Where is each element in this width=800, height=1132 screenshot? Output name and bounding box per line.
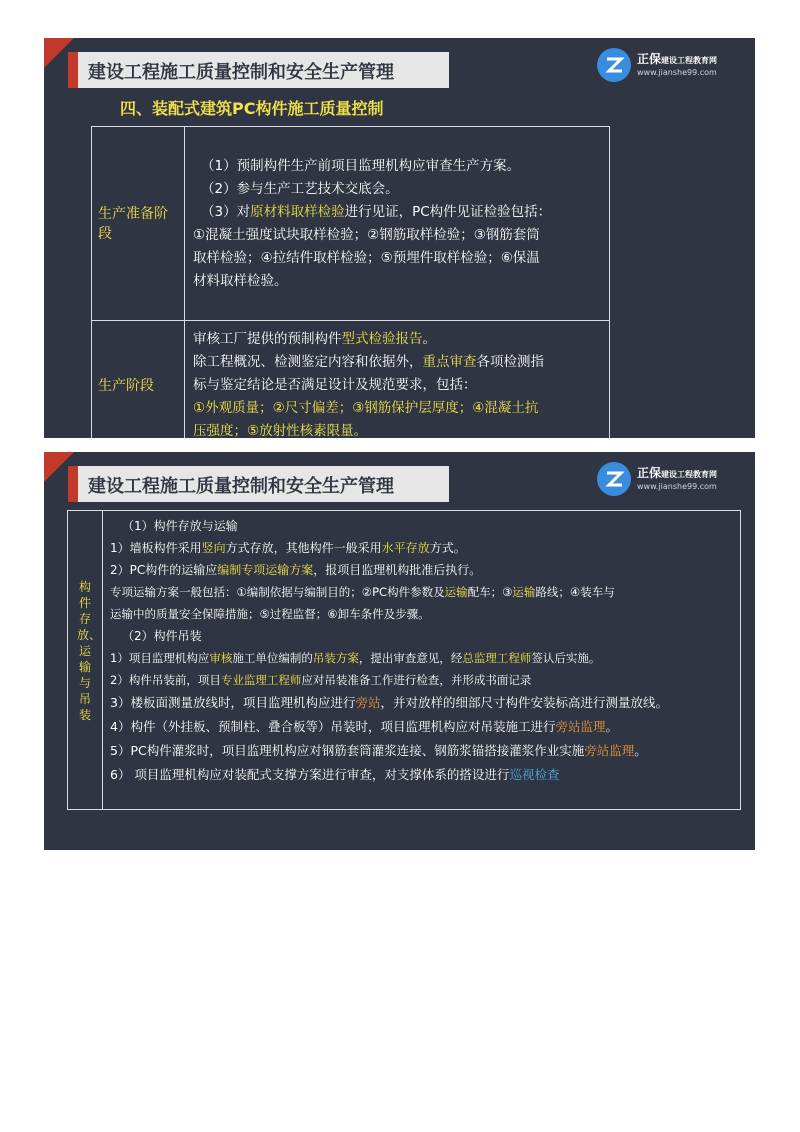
content-line <box>110 559 738 581</box>
text-segment: 应对吊装准备工作进行检查，并形成书面记录 <box>301 673 532 687</box>
text-segment: 签认后实施。 <box>531 651 601 665</box>
text-segment: 审核工厂提供的预制构件 <box>193 331 342 347</box>
text-segment: 4）构件（外挂板、预制柱、叠合板等）吊装时，项目监理机构应对吊装施工进行 <box>110 719 556 734</box>
logo-brand: 正保 <box>637 466 662 480</box>
slide-2 <box>44 452 755 850</box>
content-line <box>110 763 738 787</box>
row-label-production: 生产阶段 <box>92 321 185 439</box>
logo-tagline: 建设工程教育网 <box>661 470 718 479</box>
highlight-text: 运输 <box>444 585 468 599</box>
text-segment: 方式存放，其他构件一般采用 <box>225 541 382 555</box>
text-segment: 。 <box>422 331 436 347</box>
storage-transport-box <box>67 510 741 810</box>
row-content-prep <box>185 127 610 321</box>
highlight-text: 运输 <box>512 585 536 599</box>
text-segment: 施工单位编制的 <box>232 651 313 665</box>
text-segment: 进行见证，PC构件见证检验包括： <box>344 203 552 220</box>
logo-tagline: 建设工程教育网 <box>661 56 718 65</box>
content-lines <box>110 515 738 787</box>
highlight-text: 吊装方案 <box>312 651 359 665</box>
row-content-production <box>185 321 610 439</box>
content-line <box>110 537 738 559</box>
content-line: （1）构件存放与运输 <box>122 519 238 533</box>
text-segment: 3）楼板面测量放线时，项目监理机构应进行 <box>110 695 356 710</box>
content-line: 运输中的质量安全保障措施；⑤过程监督；⑥卸车条件及步骤。 <box>110 607 430 621</box>
text-segment: （3）对 <box>201 203 251 220</box>
highlight-text: 竖向 <box>201 541 226 555</box>
content-line <box>110 691 738 715</box>
content-line: 取样检验；④拉结件取样检验；⑤预埋件取样检验；⑥保温 <box>193 249 540 266</box>
text-segment: 1）墙板构件采用 <box>110 541 202 555</box>
text-segment: 路线；④装车与 <box>535 585 615 599</box>
highlight-text: 审核 <box>209 651 233 665</box>
content-line: ①混凝土强度试块取样检验；②钢筋取样检验；③钢筋套筒 <box>193 226 540 243</box>
content-line <box>110 581 738 603</box>
highlight-text: 总监理工程师 <box>462 651 532 665</box>
text-segment: ，并对放样的细部尺寸构件安装标高进行测量放线。 <box>380 695 668 710</box>
logo-name <box>637 50 717 67</box>
text-segment: 1）项目监理机构应 <box>110 651 210 665</box>
logo-name <box>637 464 717 481</box>
content-line <box>110 739 738 763</box>
text-segment: 。 <box>634 743 647 758</box>
title-accent-bar <box>68 52 78 88</box>
brand-logo <box>597 462 745 500</box>
text-segment: 2）PC构件的运输应 <box>110 563 218 577</box>
text-segment: 专项运输方案一般包括：①编制依据与编制目的；②PC构件参数及 <box>110 585 445 599</box>
quality-control-table <box>91 126 610 438</box>
content-line <box>193 328 601 351</box>
logo-brand: 正保 <box>637 52 662 66</box>
table-row <box>92 127 610 321</box>
slide-title: 建设工程施工质量控制和安全生产管理 <box>88 476 394 497</box>
table-row <box>92 321 610 439</box>
text-segment: ，提出审查意见，经 <box>358 651 463 665</box>
highlight-text: 原材料取样检验 <box>250 203 345 220</box>
logo-icon <box>597 48 631 82</box>
text-segment: 方式。 <box>429 541 466 555</box>
slide-1 <box>44 38 755 438</box>
title-accent-bar <box>68 466 78 502</box>
content-line <box>193 201 601 224</box>
highlight-text: 水平存放 <box>381 541 430 555</box>
content-line <box>110 647 738 669</box>
highlight-text: 旁站 <box>355 695 381 710</box>
text-segment: 配车；③ <box>467 585 513 599</box>
highlight-text: 巡视检查 <box>509 767 560 782</box>
logo-url: www.jianshe99.com <box>637 68 717 77</box>
text-segment: 各项检测指 <box>476 354 544 370</box>
highlight-text: 旁站监理 <box>584 743 635 758</box>
text-segment: 2）构件吊装前，项目 <box>110 673 221 687</box>
highlight-text: 编制专项运输方案 <box>217 563 314 577</box>
content-line <box>110 669 738 691</box>
content-line: （2）参与生产工艺技术交底会。 <box>201 180 399 197</box>
highlight-line: ①外观质量；②尺寸偏差；③钢筋保护层厚度；④混凝土抗 <box>193 400 539 416</box>
content-line: 材料取样检验。 <box>193 272 288 289</box>
section-subtitle: 四、装配式建筑PC构件施工质量控制 <box>120 99 384 118</box>
text-segment: 除工程概况、检测鉴定内容和依据外， <box>193 354 423 370</box>
logo-icon <box>597 462 631 496</box>
text-segment: ，报项目监理机构批准后执行。 <box>313 563 482 577</box>
vertical-label: 构件存放、运输与吊装 <box>77 580 102 722</box>
content-line: 标与鉴定结论是否满足设计及规范要求，包括： <box>193 377 477 393</box>
row-label-prep: 生产准备阶段 <box>92 127 185 321</box>
text-segment: 。 <box>605 719 618 734</box>
highlight-text: 专业监理工程师 <box>220 673 302 687</box>
highlight-line: 压强度；⑤放射性核素限量。 <box>193 423 368 438</box>
text-segment: 6） 项目监理机构应对装配式支撑方案进行审查，对支撑体系的搭设进行 <box>110 767 510 782</box>
highlight-text: 旁站监理 <box>555 719 606 734</box>
vertical-label-cell <box>68 511 103 809</box>
content-line: （1）预制构件生产前项目监理机构应审查生产方案。 <box>201 157 521 174</box>
content-line <box>110 715 738 739</box>
highlight-text: 重点审查 <box>422 354 477 370</box>
logo-url: www.jianshe99.com <box>637 482 717 491</box>
content-line <box>193 351 601 374</box>
brand-logo <box>597 48 745 86</box>
content-line: （2）构件吊装 <box>122 629 202 643</box>
slide-title: 建设工程施工质量控制和安全生产管理 <box>88 62 394 83</box>
text-segment: 5）PC构件灌浆时，项目监理机构应对钢筋套筒灌浆连接、钢筋浆锚搭接灌浆作业实施 <box>110 743 585 758</box>
highlight-text: 型式检验报告 <box>341 331 423 347</box>
